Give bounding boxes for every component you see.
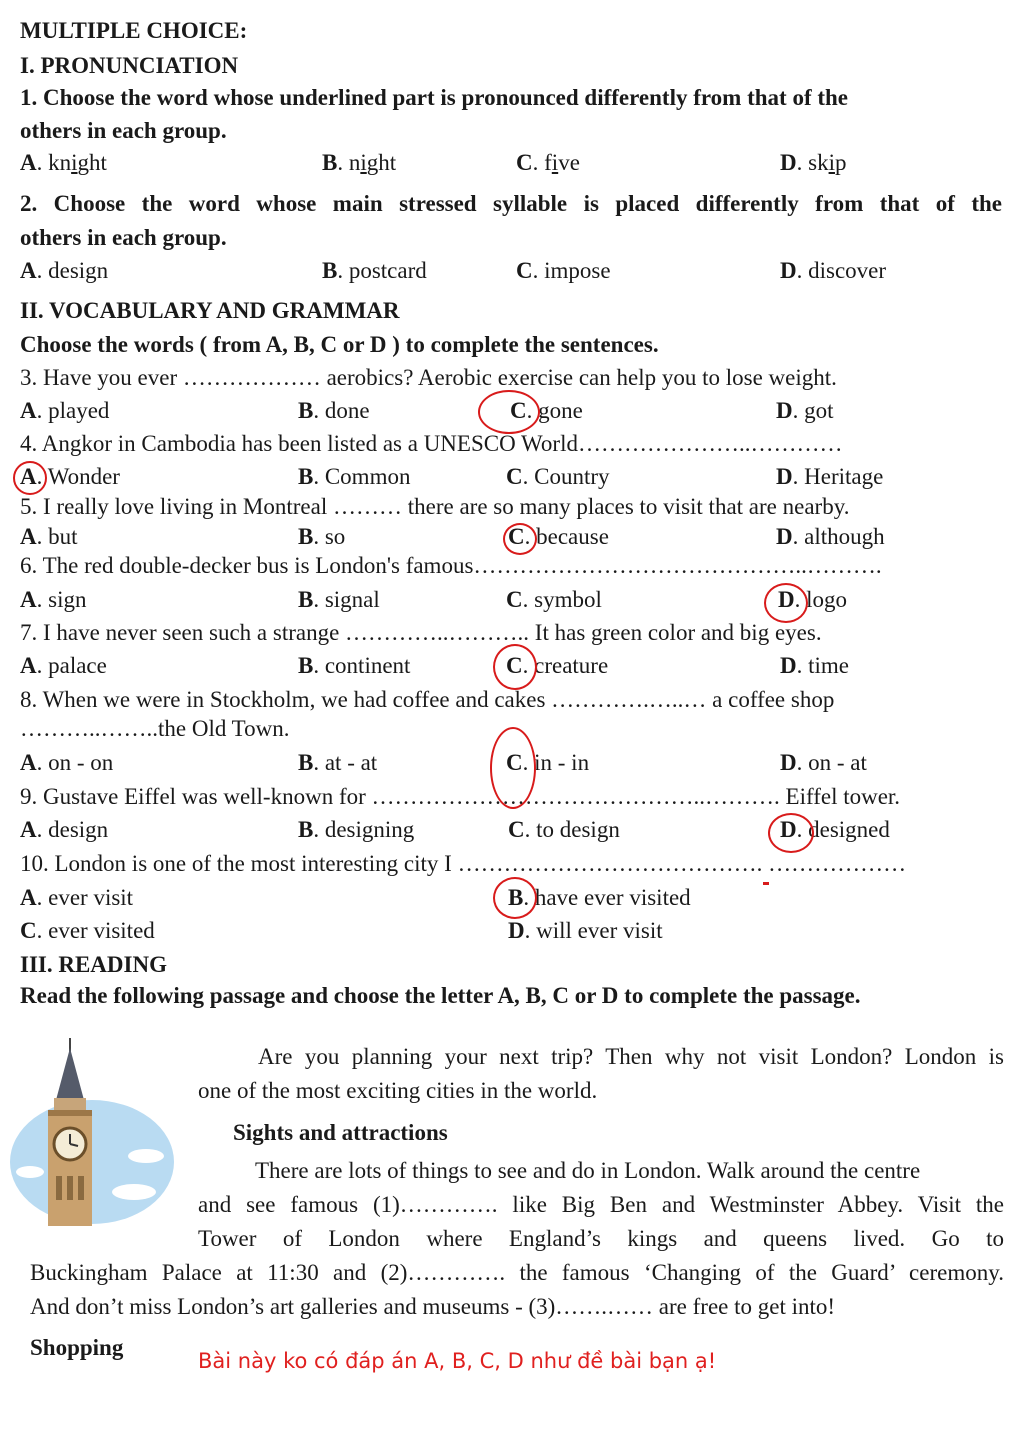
q1-option-d: D. skip xyxy=(780,150,847,175)
q8-option-b: B. at - at xyxy=(298,750,378,775)
q1-instruction-line1: 1. Choose the word whose underlined part is pronounced differently from that of the xyxy=(20,85,849,110)
q1-option-c: C. five xyxy=(516,150,580,175)
q2-instruction-line1: 2. Choose the word whose main stressed syllable is placed differently from that of the xyxy=(20,191,1002,216)
q1-instruction-line2: others in each group. xyxy=(20,118,227,143)
q10-question: 10. London is one of the most interesting city I …………………………………. ……………… xyxy=(20,851,907,876)
q8-question-line2: ………..……..the Old Town. xyxy=(20,716,290,741)
q7-option-d: D. time xyxy=(780,653,850,678)
q3-question: 3. Have you ever ……………… aerobics? Aerobic exercise can help you to lose weight. xyxy=(20,365,837,390)
q9-option-c: C. to design xyxy=(508,817,620,842)
section-reading-heading: III. READING xyxy=(20,952,167,977)
red-pen-mark xyxy=(763,882,769,885)
q3-option-a: A. played xyxy=(20,398,110,423)
q10-option-c: C. ever visited xyxy=(20,918,155,943)
q7-option-a: A. palace xyxy=(20,653,107,678)
passage-subheading-sights: Sights and attractions xyxy=(233,1120,448,1145)
q9-option-d: D. designed xyxy=(780,817,890,842)
q6-option-c: C. symbol xyxy=(506,587,602,612)
q6-option-b: B. signal xyxy=(298,587,380,612)
q10-option-a: A. ever visit xyxy=(20,885,134,910)
q3-option-c: C. gone xyxy=(510,398,583,423)
q4-option-d: D. Heritage xyxy=(776,464,884,489)
q7-option-c: C. creature xyxy=(506,653,609,678)
big-ben-illustration xyxy=(6,1036,174,1226)
teacher-note: Bài này ko có đáp án A, B, C, D như đề bài bạn ạ! xyxy=(198,1349,717,1373)
q2-instruction-line2: others in each group. xyxy=(20,225,227,250)
passage-sights-line1: There are lots of things to see and do in London. Walk around the centre xyxy=(255,1158,921,1183)
q8-option-c: C. in - in xyxy=(506,750,590,775)
q5-option-c: C. because xyxy=(508,524,609,549)
section-reading-instruction: Read the following passage and choose the letter A, B, C or D to complete the passage. xyxy=(20,983,861,1008)
q2-option-d: D. discover xyxy=(780,258,887,283)
q7-option-b: B. continent xyxy=(298,653,411,678)
q8-option-d: D. on - at xyxy=(780,750,867,775)
passage-subheading-shopping: Shopping xyxy=(30,1335,124,1360)
passage-sights-line2: and see famous (1)…………. like Big Ben and Westminster Abbey. Visit the xyxy=(198,1192,1004,1217)
q5-option-d: D. although xyxy=(776,524,885,549)
q3-option-b: B. done xyxy=(298,398,370,423)
q5-question: 5. I really love living in Montreal ……… there are so many places to visit that are nearby. xyxy=(20,494,850,519)
passage-intro-line2: one of the most exciting cities in the world. xyxy=(198,1078,598,1103)
section-vocabulary-instruction: Choose the words ( from A, B, C or D ) to complete the sentences. xyxy=(20,332,659,357)
q6-option-d: D. logo xyxy=(778,587,848,612)
q4-option-a: A. Wonder xyxy=(20,464,120,489)
q9-option-a: A. design xyxy=(20,817,109,842)
q2-option-b: B. postcard xyxy=(322,258,427,283)
page-title: MULTIPLE CHOICE: xyxy=(20,18,248,43)
q4-question: 4. Angkor in Cambodia has been listed as a UNESCO World…………………..………… xyxy=(20,431,843,456)
q7-question: 7. I have never seen such a strange …………..……….. It has green color and big eyes. xyxy=(20,620,822,645)
q8-option-a: A. on - on xyxy=(20,750,114,775)
q1-option-b: B. night xyxy=(322,150,397,175)
section-pronunciation-heading: I. PRONUNCIATION xyxy=(20,53,239,78)
q4-option-b: B. Common xyxy=(298,464,411,489)
q6-question: 6. The red double-decker bus is London's famous……………………………………..………. xyxy=(20,553,882,578)
q1-option-a: A. knight xyxy=(20,150,107,175)
passage-sights-line3: Tower of London where England’s kings and queens lived. Go to xyxy=(198,1226,1004,1251)
q9-question: 9. Gustave Eiffel was well-known for ……………………………………..………. Eiffel tower. xyxy=(20,784,901,809)
passage-sights-line4: Buckingham Palace at 11:30 and (2)…………. the famous ‘Changing of the Guard’ ceremony. xyxy=(30,1260,1004,1285)
passage-sights-line5: And don’t miss London’s art galleries and museums - (3)…….…… are free to get into! xyxy=(30,1294,836,1319)
q9-option-b: B. designing xyxy=(298,817,415,842)
section-vocabulary-heading: II. VOCABULARY AND GRAMMAR xyxy=(20,298,400,323)
q4-option-c: C. Country xyxy=(506,464,610,489)
q5-option-a: A. but xyxy=(20,524,78,549)
passage-intro-line1: Are you planning your next trip? Then why not visit London? London is xyxy=(258,1044,1004,1069)
q8-question-line1: 8. When we were in Stockholm, we had coffee and cakes ………….…..… a coffee shop xyxy=(20,687,835,712)
q3-option-d: D. got xyxy=(776,398,834,423)
q10-option-d: D. will ever visit xyxy=(508,918,663,943)
q5-option-b: B. so xyxy=(298,524,346,549)
q6-option-a: A. sign xyxy=(20,587,87,612)
q10-option-b: B. have ever visited xyxy=(508,885,691,910)
q2-option-c: C. impose xyxy=(516,258,611,283)
q2-option-a: A. design xyxy=(20,258,109,283)
